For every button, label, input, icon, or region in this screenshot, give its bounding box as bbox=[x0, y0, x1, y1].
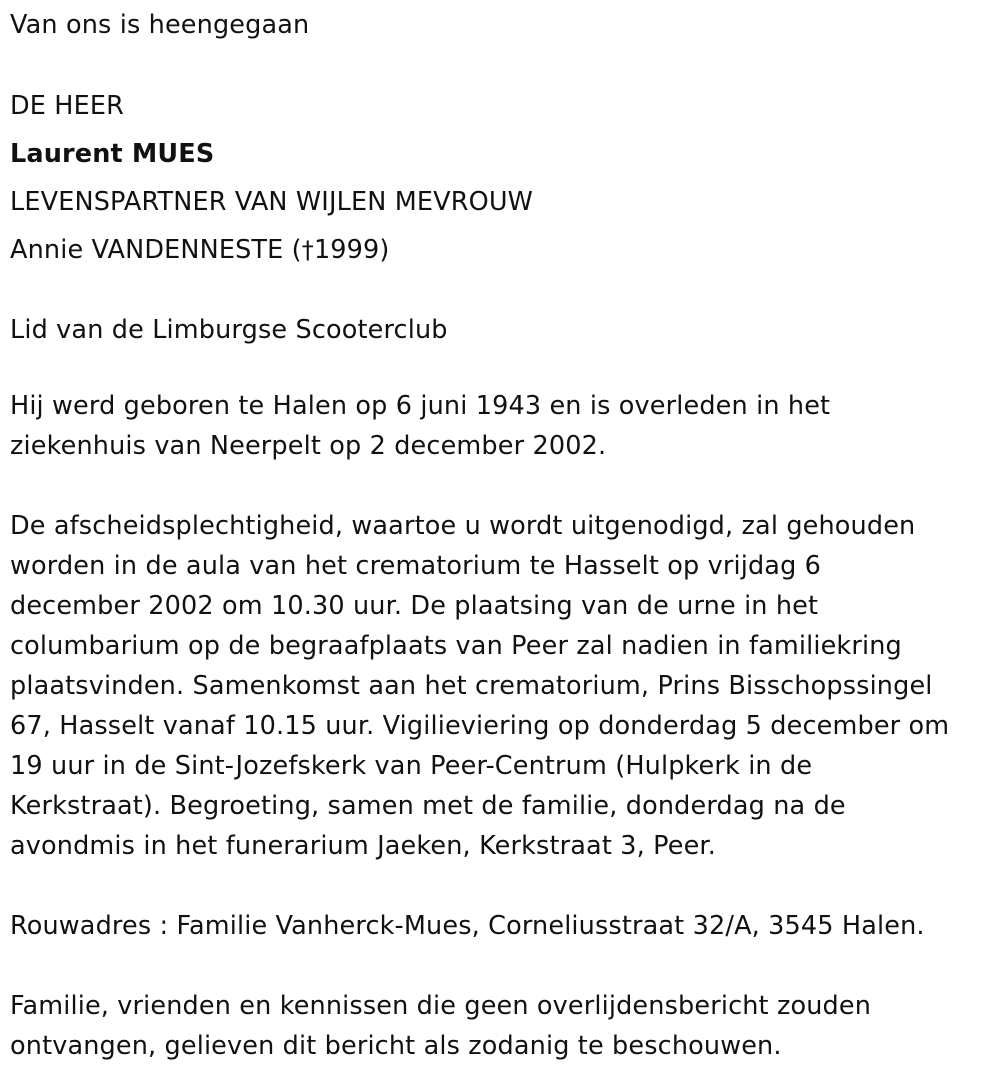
spacer bbox=[10, 946, 985, 986]
person-name: Laurent MUES bbox=[10, 139, 215, 169]
paragraph-line: columbarium op de begraafplaats van Peer zal nadien in familiekring bbox=[10, 631, 902, 661]
intro-text: Van ons is heengegaan bbox=[10, 10, 310, 40]
cross-icon: † bbox=[301, 236, 314, 264]
partner-year: 1999) bbox=[313, 235, 390, 265]
partner-line bbox=[10, 226, 985, 274]
spacer bbox=[10, 866, 985, 906]
paragraph-line: plaatsvinden. Samenkomst aan het crematorium, Prins Bisschopssingel bbox=[10, 671, 933, 701]
spacer bbox=[10, 466, 985, 506]
birth-death-paragraph bbox=[10, 386, 985, 466]
paragraph-line: december 2002 om 10.30 uur. De plaatsing van de urne in het bbox=[10, 591, 819, 621]
notice-paragraph bbox=[10, 986, 985, 1066]
obituary-notice bbox=[10, 0, 985, 1066]
paragraph-line: ziekenhuis van Neerpelt op 2 december 2002. bbox=[10, 431, 607, 461]
partner-name: Annie VANDENNESTE ( bbox=[10, 235, 302, 265]
paragraph-line: 19 uur in de Sint-Jozefskerk van Peer-Centrum (Hulpkerk in de bbox=[10, 751, 813, 781]
paragraph-line: 67, Hasselt vanaf 10.15 uur. Vigilieviering op donderdag 5 december om bbox=[10, 711, 950, 741]
paragraph-line: Hij werd geboren te Halen op 6 juni 1943 en is overleden in het bbox=[10, 391, 831, 421]
paragraph-line: worden in de aula van het crematorium te Hasselt op vrijdag 6 bbox=[10, 551, 822, 581]
person-title: DE HEER bbox=[10, 91, 125, 121]
membership-text: Lid van de Limburgse Scooterclub bbox=[10, 315, 448, 345]
paragraph-line: ontvangen, gelieven dit bericht als zodanig te beschouwen. bbox=[10, 1031, 782, 1061]
spacer bbox=[10, 274, 985, 306]
paragraph-line: De afscheidsplechtigheid, waartoe u wordt uitgenodigd, zal gehouden bbox=[10, 511, 916, 541]
address-text: Rouwadres : Familie Vanherck-Mues, Corneliusstraat 32/A, 3545 Halen. bbox=[10, 911, 925, 941]
paragraph-line: Kerkstraat). Begroeting, samen met de familie, donderdag na de bbox=[10, 791, 846, 821]
paragraph-line: avondmis in het funerarium Jaeken, Kerkstraat 3, Peer. bbox=[10, 831, 716, 861]
spacer bbox=[10, 354, 985, 386]
spacer bbox=[10, 50, 985, 82]
paragraph-line: Familie, vrienden en kennissen die geen overlijdensbericht zouden bbox=[10, 991, 872, 1021]
ceremony-paragraph bbox=[10, 506, 985, 866]
relation-text: LEVENSPARTNER VAN WIJLEN MEVROUW bbox=[10, 187, 533, 217]
